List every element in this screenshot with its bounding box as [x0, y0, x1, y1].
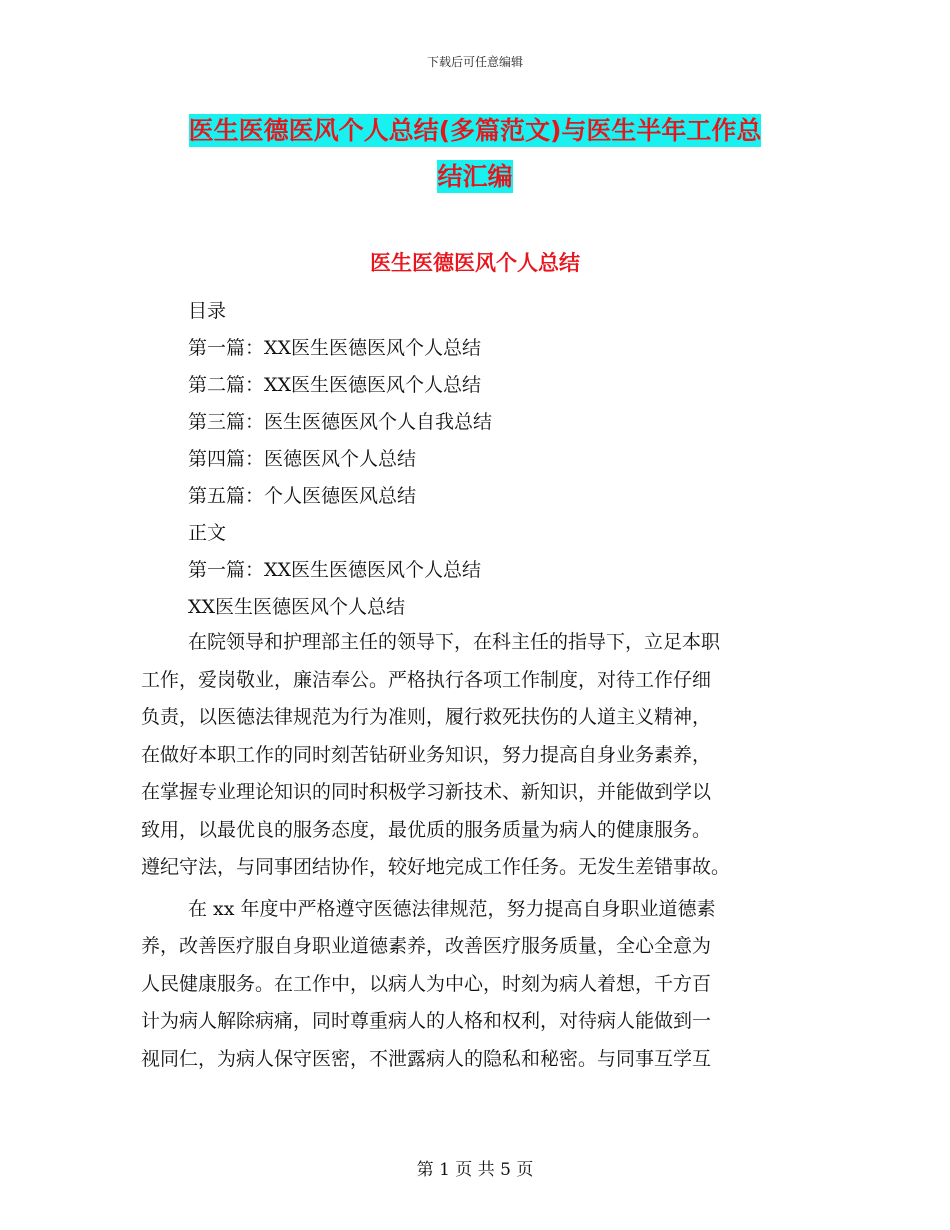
toc-item: 第三篇：医生医德医风个人自我总结	[188, 411, 493, 433]
paragraph-line: 致用，以最优良的服务态度，最优质的服务质量为病人的健康服务。	[141, 818, 712, 841]
toc-heading: 目录	[188, 300, 227, 322]
title-line-2: 结汇编	[437, 162, 513, 191]
chapter-title: XX医生医德医风个人总结	[188, 596, 406, 618]
paragraph	[141, 891, 811, 1079]
title-line-1: 医生医德医风个人总结(多篇范文)与医生半年工作总	[188, 116, 762, 145]
paragraph-line: 在院领导和护理部主任的领导下，在科主任的指导下，立足本职	[188, 631, 721, 653]
paragraph-line: 工作，爱岗敬业，廉洁奉公。严格执行各项工作制度，对待工作仔细	[141, 668, 712, 691]
paragraph-line: 视同仁，为病人保守医密，不泄露病人的隐私和秘密。与同事互学互	[141, 1047, 712, 1070]
toc-item: 第四篇：医德医风个人总结	[188, 448, 417, 470]
document-title	[0, 108, 950, 200]
paragraph-line: 养，改善医疗服自身职业道德素养，改善医疗服务质量，全心全意为	[141, 935, 712, 957]
page-header-note: 下载后可任意编辑	[426, 55, 523, 69]
chapter-heading: 第一篇：XX医生医德医风个人总结	[188, 559, 482, 581]
paragraph-line: 遵纪守法，与同事团结协作，较好地完成工作任务。无发生差错事故。	[141, 856, 731, 878]
paragraph-line: 在 xx 年度中严格遵守医德法律规范，努力提高自身职业道德素	[188, 897, 716, 920]
paragraph-line: 在掌握专业理论知识的同时积极学习新技术、新知识，并能做到学以	[141, 781, 712, 803]
paragraph-line: 计为病人解除病痛，同时尊重病人的人格和权利，对待病人能做到一	[141, 1010, 712, 1032]
body-text	[141, 624, 811, 1082]
toc-item: 第一篇：XX医生医德医风个人总结	[188, 337, 482, 359]
paragraph-line: 人民健康服务。在工作中，以病人为中心，时刻为病人着想，千方百	[141, 972, 712, 995]
toc-item: 第二篇：XX医生医德医风个人总结	[188, 374, 482, 396]
paragraph-line: 负责，以医德法律规范为行为准则，履行救死扶伤的人道主义精神，	[141, 706, 712, 728]
paragraph	[141, 624, 811, 887]
toc-item: 第五篇：个人医德医风总结	[188, 485, 417, 507]
body-heading: 正文	[188, 522, 227, 544]
paragraph-line: 在做好本职工作的同时刻苦钻研业务知识，努力提高自身业务素养，	[141, 743, 712, 766]
table-of-contents	[188, 293, 492, 626]
section-title: 医生医德医风个人总结	[370, 251, 580, 275]
page-footer: 第 1 页 共 5 页	[416, 1160, 534, 1180]
